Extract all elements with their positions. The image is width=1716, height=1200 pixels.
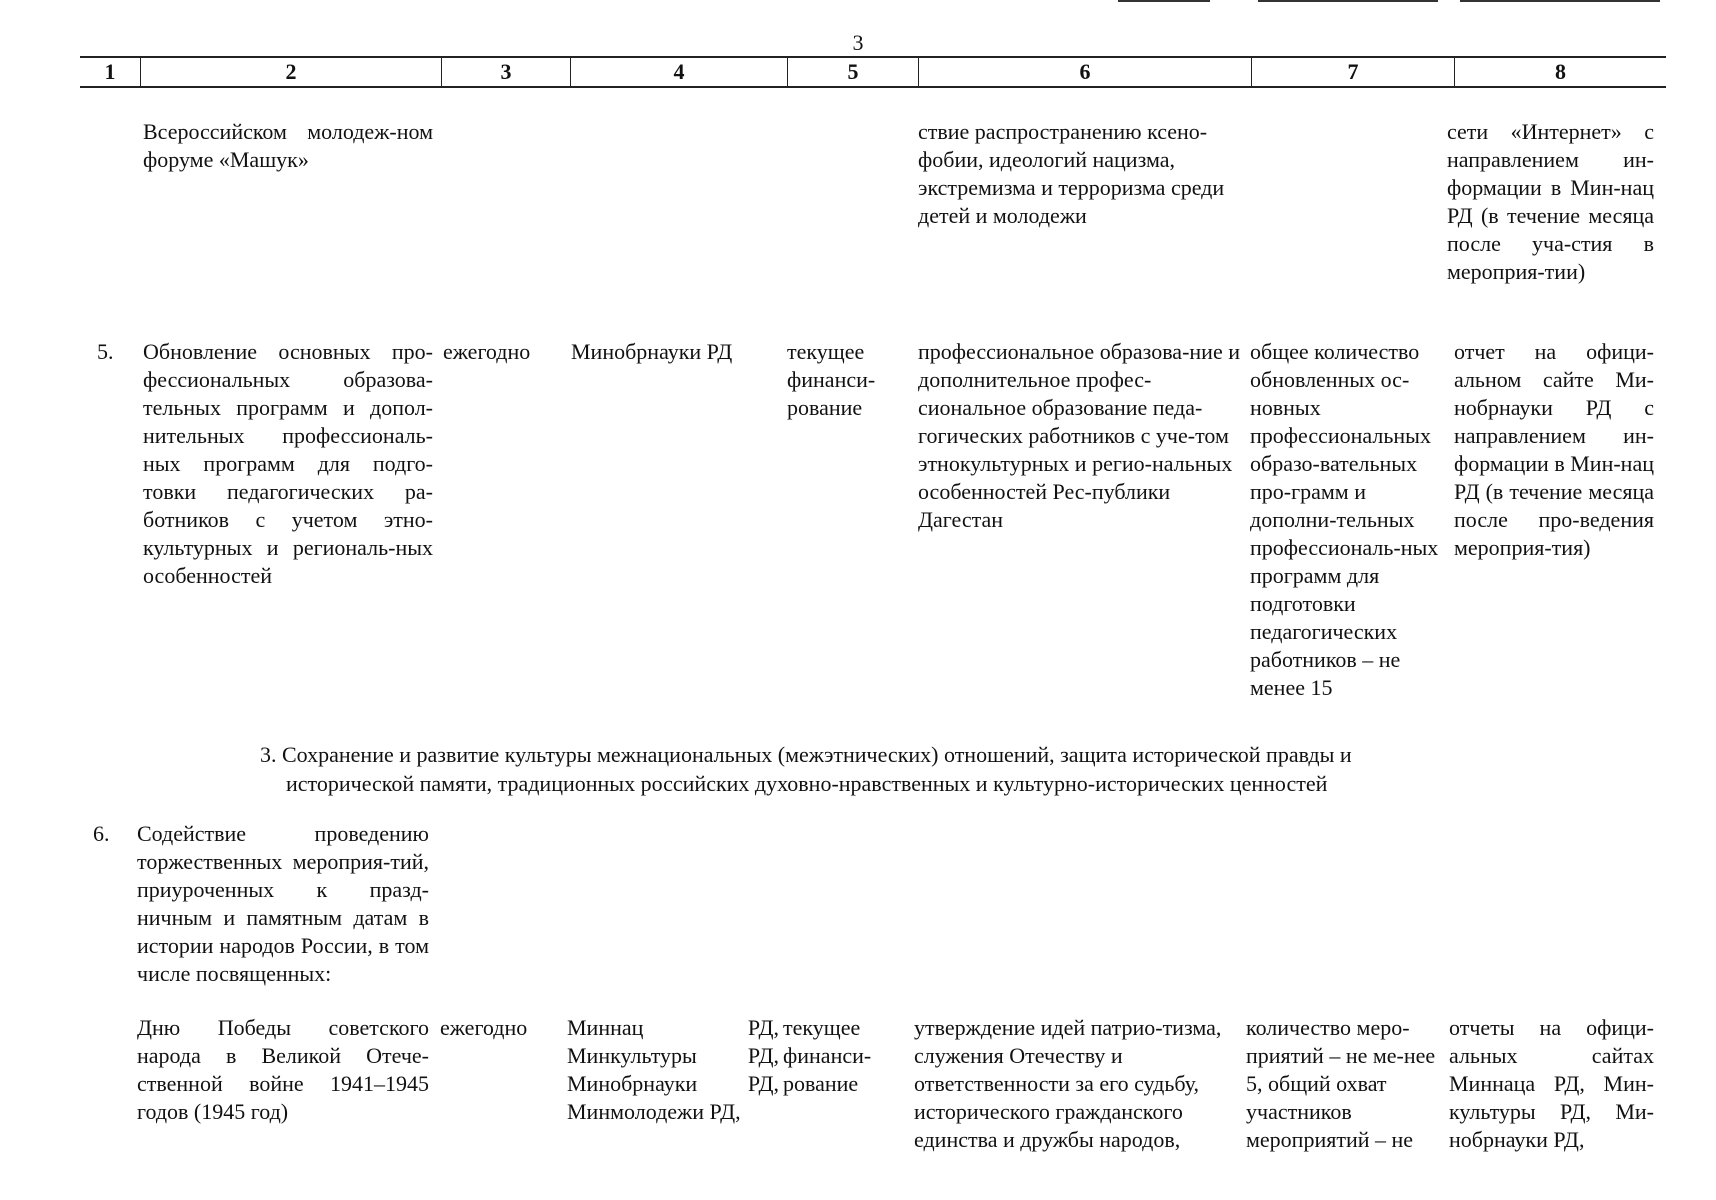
row-5-name: Обновление основных про-фессиональных образова-тельных программ и допол-нительных профессиональ-ных программ для подго-товки педагогических ра-ботников с учетом этно-культурных и региональ-ных особенностей <box>143 339 433 588</box>
row-6-number: 6. <box>93 821 110 846</box>
col-header-4: 4 <box>571 57 788 87</box>
row-6-name: Содействие проведению торжественных мероприя-тий, приуроченных к празд-ничным и памятным датам в истории народов России, в том числе посвященных: <box>137 821 429 986</box>
row-continued-report: сети «Интернет» с направлением ин-формации в Мин-нац РД (в течение месяца после уча-стия в мероприя-тии) <box>1447 119 1654 284</box>
col-header-6: 6 <box>919 57 1252 87</box>
row-5-indicator: общее количество обновленных ос-новных профессиональных образо-вательных про-грамм и дополни-тельных профессиональ-ных программ для подготовки педагогических работников – не менее 15 <box>1250 339 1439 700</box>
row-6a-result: утверждение идей патрио-тизма, служения Отечеству и ответственности за его судьбу, исторического гражданского единства и дружбы народов, <box>914 1015 1222 1152</box>
row-5-funding: текущее финанси-рование <box>787 339 876 420</box>
row-6a-indicator: количество меро-приятий – не ме-нее 5, общий охват участников мероприятий – не <box>1246 1015 1436 1152</box>
row-5-number: 5. <box>97 339 114 364</box>
scan-edge-line <box>1258 0 1438 2</box>
page-number: 3 <box>852 30 864 55</box>
row-continued-result: ствие распространению ксено-фобии, идеологий нацизма, экстремизма и терроризма среди детей и молодежи <box>918 119 1225 228</box>
col-header-5: 5 <box>788 57 919 87</box>
section-heading-line-2: исторической памяти, традиционных российских духовно-нравственных и культурно-исторических ценностей <box>286 771 1328 796</box>
row-continued-name: Всероссийском молодеж-ном форуме «Машук» <box>143 119 433 172</box>
row-5-executor: Минобрнауки РД <box>571 339 733 364</box>
row-6a-executor: Миннац РД, Минкультуры РД, Минобрнауки РД, Минмолодежи РД, <box>567 1015 779 1124</box>
scan-edge-line <box>1460 0 1660 2</box>
col-header-2: 2 <box>141 57 442 87</box>
row-6a-name: Дню Победы советского народа в Великой Отече-ственной войне 1941–1945 годов (1945 год) <box>137 1015 429 1124</box>
col-header-8: 8 <box>1455 57 1667 87</box>
col-header-7: 7 <box>1252 57 1455 87</box>
column-header-row <box>80 56 1666 88</box>
row-5-term: ежегодно <box>443 339 531 364</box>
section-heading-line-1: 3. Сохранение и развитие культуры межнациональных (межэтнических) отношений, защита исторической правды и <box>260 742 1352 767</box>
col-header-3: 3 <box>442 57 571 87</box>
row-6a-term: ежегодно <box>440 1015 528 1040</box>
row-6a-funding: текущее финанси-рование <box>783 1015 872 1096</box>
row-5-report: отчет на офици-альном сайте Ми-нобрнауки РД с направлением ин-формации в Мин-нац РД (в течение месяца после про-ведения мероприя-тия) <box>1454 339 1654 560</box>
col-header-1: 1 <box>80 57 141 87</box>
section-heading-3 <box>260 740 1500 798</box>
row-6a-report: отчеты на офици-альных сайтах Миннаца РД, Мин-культуры РД, Ми-нобрнауки РД, <box>1449 1015 1654 1152</box>
row-5-result: профессиональное образова-ние и дополнительное профес-сиональное образование педа-гогических работников с уче-том этнокультурных и регио-нальных особенностей Рес-публики Дагестан <box>918 339 1240 532</box>
scan-edge-line <box>1118 0 1210 2</box>
